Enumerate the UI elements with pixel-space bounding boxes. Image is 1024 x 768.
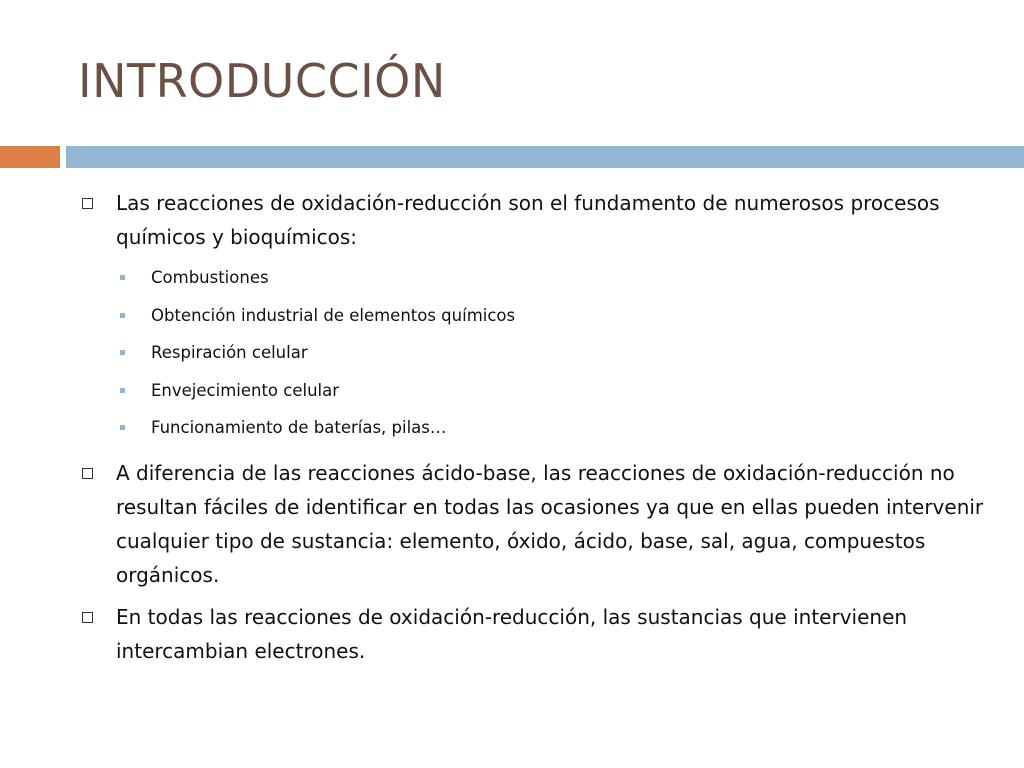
sub-bullet-text: Envejecimiento celular bbox=[151, 380, 340, 400]
slide-content bbox=[78, 186, 988, 668]
sub-bullet-item bbox=[78, 334, 988, 372]
square-bullet-icon bbox=[82, 612, 93, 623]
small-square-bullet-icon bbox=[120, 350, 125, 355]
bullet-item bbox=[78, 186, 988, 254]
sub-bullet-item bbox=[78, 409, 988, 447]
bullet-text: A diferencia de las reacciones ácido-base, las reacciones de oxidación-reducción no resultan fáciles de identificar en todas las ocasiones ya que en ellas pueden intervenir cualquier tipo de sustancia: elemento, óxido, ácido, base, sal, agua, compuestos orgánicos. bbox=[116, 460, 984, 587]
small-square-bullet-icon bbox=[120, 313, 125, 318]
sub-bullet-text: Combustiones bbox=[151, 268, 269, 287]
small-square-bullet-icon bbox=[120, 388, 125, 393]
small-square-bullet-icon bbox=[120, 425, 125, 430]
sub-bullet-item bbox=[78, 372, 988, 410]
sub-bullet-item bbox=[78, 297, 988, 335]
small-square-bullet-icon bbox=[120, 275, 125, 280]
square-bullet-icon bbox=[82, 198, 93, 209]
slide-title: INTRODUCCIÓN bbox=[78, 54, 446, 108]
bullet-item bbox=[78, 600, 988, 668]
title-accent-bar bbox=[0, 146, 60, 168]
sub-bullet-text: Obtención industrial de elementos químicos bbox=[151, 305, 516, 325]
bullet-item bbox=[78, 456, 988, 592]
sub-bullet-text: Respiración celular bbox=[151, 343, 308, 362]
sub-bullet-item bbox=[78, 259, 988, 297]
title-divider-bar bbox=[66, 146, 1024, 168]
square-bullet-icon bbox=[82, 468, 93, 479]
bullet-text: Las reacciones de oxidación-reducción son el fundamento de numerosos procesos químicos y bioquímicos: bbox=[116, 191, 940, 249]
bullet-text: En todas las reacciones de oxidación-reducción, las sustancias que intervienen intercambian electrones. bbox=[116, 604, 908, 663]
sub-bullet-text: Funcionamiento de baterías, pilas… bbox=[151, 418, 447, 437]
sub-bullet-list bbox=[78, 259, 988, 447]
